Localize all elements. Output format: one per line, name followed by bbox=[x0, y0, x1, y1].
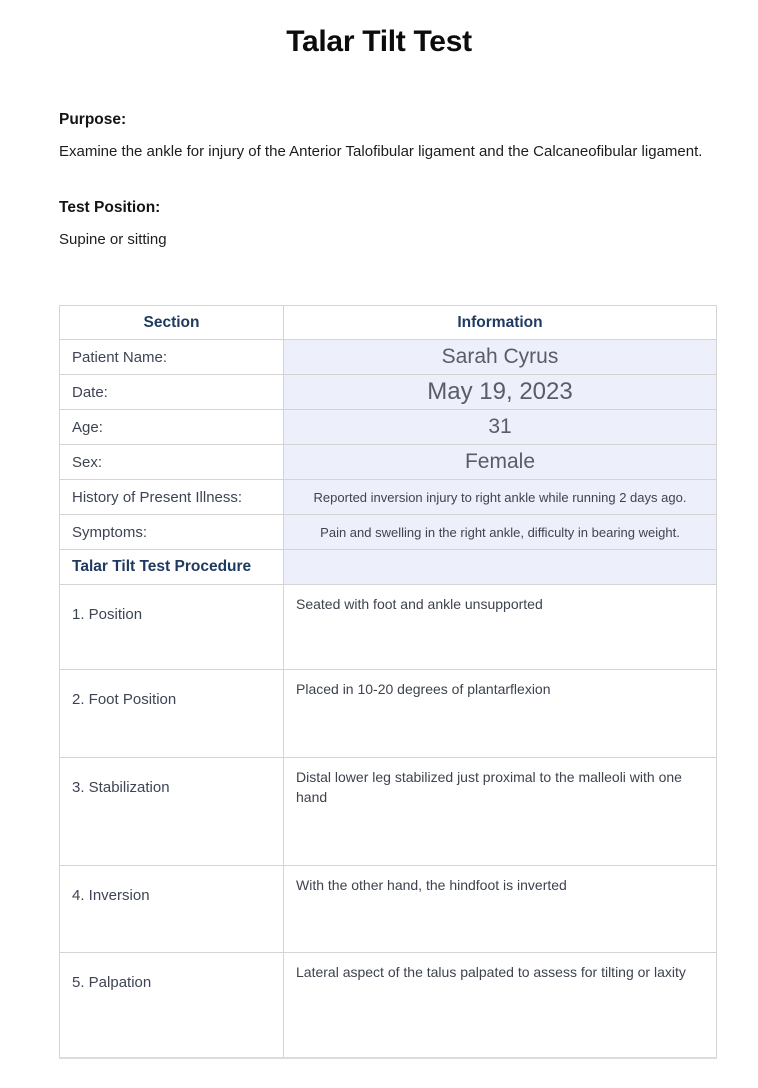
purpose-heading: Purpose: bbox=[59, 111, 127, 128]
step-stabilization-description: Distal lower leg stabilized just proximal to the malleoli with one hand bbox=[284, 758, 717, 866]
test-position-text: Supine or sitting bbox=[59, 231, 167, 248]
table-row-symptoms bbox=[60, 515, 717, 550]
step-inversion-label: 4. Inversion bbox=[60, 866, 284, 953]
table-row-date bbox=[60, 375, 717, 410]
document-body bbox=[0, 110, 758, 1059]
table-row-sex bbox=[60, 445, 717, 480]
date-label: Date: bbox=[60, 375, 284, 410]
sex-value: Female bbox=[284, 445, 717, 480]
sex-label: Sex: bbox=[60, 445, 284, 480]
history-value: Reported inversion injury to right ankle while running 2 days ago. bbox=[284, 480, 717, 515]
symptoms-value: Pain and swelling in the right ankle, difficulty in bearing weight. bbox=[284, 515, 717, 550]
table-row-step-foot-position bbox=[60, 670, 717, 758]
step-position-description: Seated with foot and ankle unsupported bbox=[284, 585, 717, 670]
procedure-header-empty-cell bbox=[284, 550, 717, 585]
table-row-step-inversion bbox=[60, 866, 717, 953]
age-label: Age: bbox=[60, 410, 284, 445]
age-value: 31 bbox=[284, 410, 717, 445]
procedure-header-label: Talar Tilt Test Procedure bbox=[60, 550, 284, 585]
table-row-procedure-header bbox=[60, 550, 717, 585]
table-row-step-stabilization bbox=[60, 758, 717, 866]
column-header-section: Section bbox=[60, 306, 284, 340]
table-row-patient-name bbox=[60, 340, 717, 375]
symptoms-label: Symptoms: bbox=[60, 515, 284, 550]
patient-name-value: Sarah Cyrus bbox=[284, 340, 717, 375]
test-position-heading: Test Position: bbox=[59, 199, 161, 216]
column-header-information: Information bbox=[284, 306, 717, 340]
step-foot-position-description: Placed in 10-20 degrees of plantarflexion bbox=[284, 670, 717, 758]
step-inversion-description: With the other hand, the hindfoot is inverted bbox=[284, 866, 717, 953]
step-stabilization-label: 3. Stabilization bbox=[60, 758, 284, 866]
table-row-age bbox=[60, 410, 717, 445]
purpose-text: Examine the ankle for injury of the Anterior Talofibular ligament and the Calcaneofibular ligament. bbox=[59, 143, 703, 160]
step-foot-position-label: 2. Foot Position bbox=[60, 670, 284, 758]
history-label: History of Present Illness: bbox=[60, 480, 284, 515]
table-header-row bbox=[60, 306, 717, 340]
date-value: May 19, 2023 bbox=[284, 375, 717, 410]
page-title: Talar Tilt Test bbox=[286, 25, 472, 58]
step-palpation-label: 5. Palpation bbox=[60, 953, 284, 1058]
assessment-table bbox=[59, 305, 717, 1059]
table-row-step-palpation bbox=[60, 953, 717, 1058]
step-position-label: 1. Position bbox=[60, 585, 284, 670]
step-palpation-description: Lateral aspect of the talus palpated to assess for tilting or laxity bbox=[284, 953, 717, 1058]
table-row-step-position bbox=[60, 585, 717, 670]
table-row-history bbox=[60, 480, 717, 515]
patient-name-label: Patient Name: bbox=[60, 340, 284, 375]
